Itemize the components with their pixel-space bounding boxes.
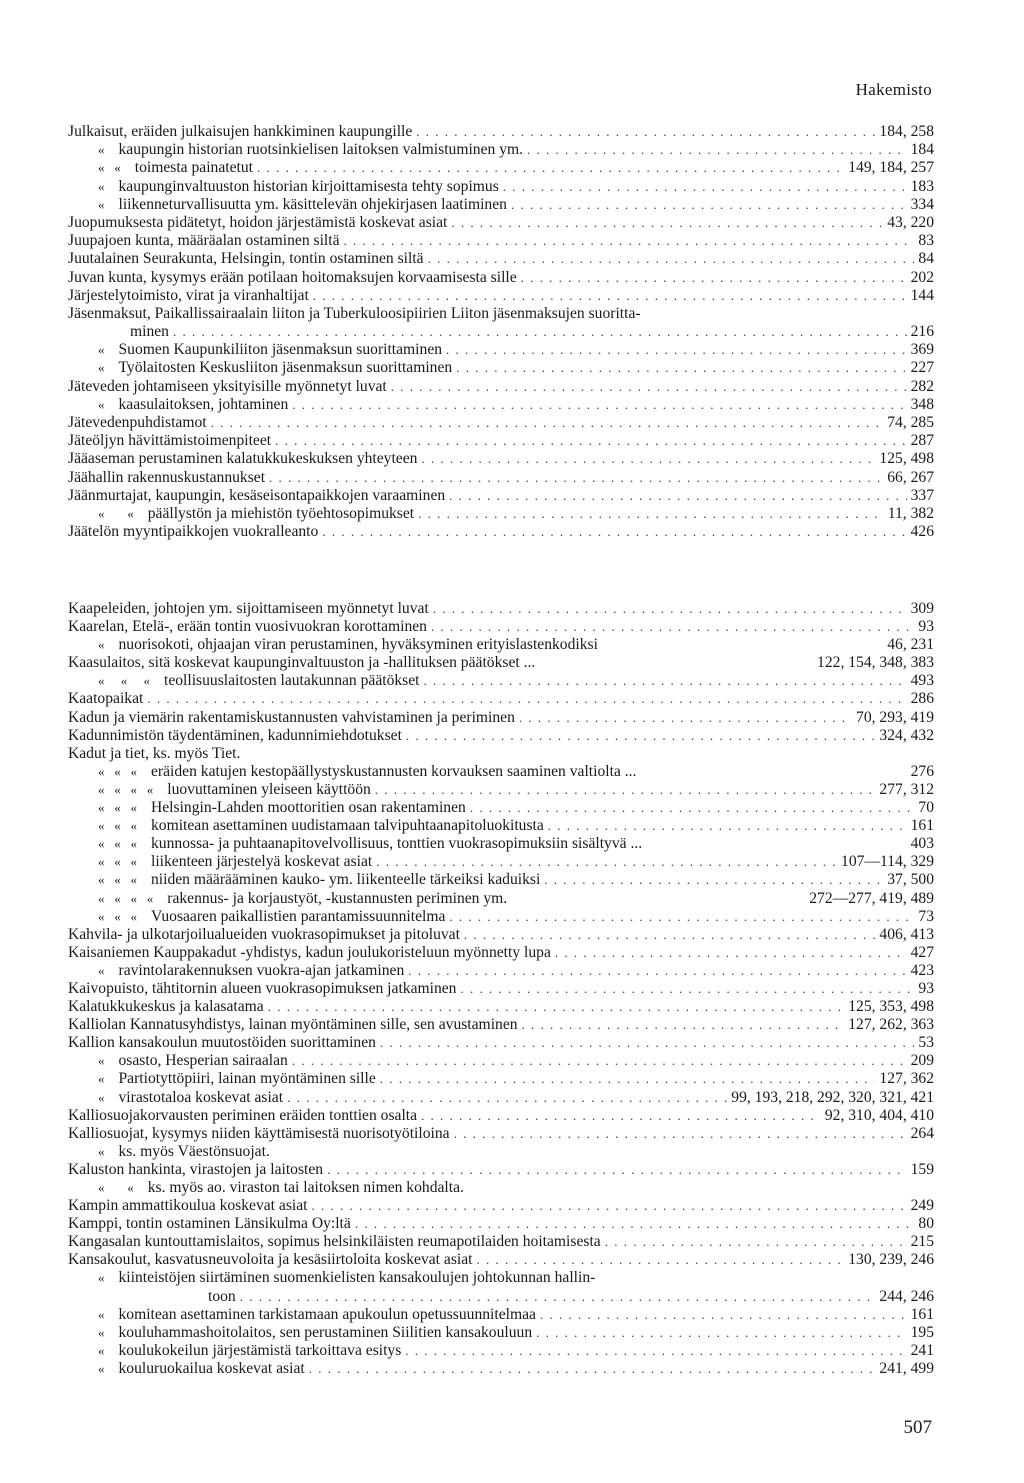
page-refs: 43, 220 [887,213,934,231]
leader-dots [309,1360,876,1378]
entry-text: Jäätelön myyntipaikkojen vuokralleanto [68,523,319,541]
entry-text: kouluhammashoitolaitos, sen perustaminen Siilitien kansakouluun [118,1323,533,1341]
leader-dots [449,908,914,926]
entry-text: eräiden katujen kestopäällystyskustannusten korvauksen saaminen valtiolta ... [151,762,637,780]
ditto-mark: « « « [98,673,150,689]
page-refs: 406, 413 [879,925,934,943]
leader-dots [275,432,907,450]
ditto-mark: « « « [98,908,137,924]
index-entry [68,672,934,690]
entry-text: Kampin ammattikoulua koskevat asiat [68,1197,308,1215]
index-entry [68,1125,934,1143]
page-refs: 195 [910,1323,934,1341]
leader-dots [375,781,876,799]
page-refs: 241 [910,1341,934,1359]
entry-text: ks. myös Väestönsuojat. [118,1142,270,1160]
index-section-k [68,600,934,1378]
index-entry [68,980,934,998]
entry-text: Kaasulaitos, sitä koskevat kaupunginvaltuuston ja -hallituksen päätökset ... [68,654,536,672]
leader-dots [322,523,906,541]
index-entry [68,1161,934,1179]
leader-dots [421,1107,821,1125]
index-entry [68,944,934,962]
page-refs: 11, 382 [887,504,934,522]
index-entry [68,178,934,196]
entry-text: Helsingin-Lahden moottoritien osan rakentaminen [151,799,466,817]
leader-dots [344,232,915,250]
ditto-mark: « [98,1360,105,1376]
page-refs: 93 [918,979,934,997]
entry-text: Kallion kansakoulun muutostöiden suorittaminen [68,1034,376,1052]
leader-dots [391,378,907,396]
index-entry [68,214,934,232]
leader-dots [521,269,907,287]
entry-text: Kalliosuojakorvausten periminen eräiden tonttien osalta [68,1106,418,1124]
ditto-mark: « [98,196,105,212]
entry-text: Jäteveden johtamiseen yksityisille myönnetyt luvat [68,377,387,395]
page-refs: 122, 154, 348, 383 [817,654,934,672]
index-entry [68,1070,934,1088]
leader-dots [257,159,844,177]
index-entry [68,414,934,432]
entry-text: Suomen Kaupunkiliiton jäsenmaksun suorittaminen [118,341,443,359]
leader-dots [605,1233,907,1251]
ditto-mark: « [98,396,105,412]
entry-text: päällystön ja miehistön työehtosopimukset [147,504,415,522]
entry-text: liikenteen järjestelyä koskevat asiat [151,853,373,871]
index-entry [68,1251,934,1269]
page-refs: 272—277, 419, 489 [809,889,934,907]
entry-text: Kaarelan, Etelä-, erään tontin vuosivuokran korottaminen [68,618,427,636]
leader-dots [454,1125,907,1143]
entry-text: Kaatopaikat [68,690,144,708]
index-entry [68,1016,934,1034]
index-entry [68,654,934,672]
index-entry [68,835,934,853]
entry-text: ks. myös ao. viraston tai laitoksen nimen kohdalta. [147,1179,464,1196]
leader-dots [421,450,875,468]
page-number: 507 [903,1417,932,1438]
entry-text: koulukokeilun järjestämistä tarkoittava esitys [118,1341,402,1359]
index-entry [68,600,934,618]
index-entry [68,1233,934,1251]
index-entry [68,341,934,359]
index-entry [68,250,934,268]
entry-text: luovuttaminen yleiseen käyttöön [167,780,371,798]
ditto-mark: « [98,1324,105,1340]
page-refs: 161 [910,817,934,835]
index-entry [68,123,934,141]
ditto-mark: « [98,1089,105,1105]
ditto-mark: « « [98,1180,134,1195]
page-refs: 74, 285 [887,414,934,431]
index-entry [68,1052,934,1070]
index-entry [68,1342,934,1360]
leader-dots [511,196,907,214]
index-entry [68,618,934,636]
page-refs: 70, 293, 419 [856,708,934,726]
page-refs: 249 [910,1197,934,1215]
page-refs: 127, 262, 363 [848,1016,934,1034]
index-entry [68,745,934,763]
index-entry [68,1179,934,1197]
page-refs: 202 [910,268,934,286]
index-entry [68,781,934,799]
leader-dots [451,214,883,232]
page-refs: 83 [918,232,934,250]
leader-dots [536,1324,906,1342]
entry-text: niiden määrääminen kauko- ym. liikenteelle tärkeiksi kaduiksi [151,871,541,889]
entry-text: toon [208,1287,236,1305]
index-entry [68,1215,934,1233]
page-refs: 209 [910,1052,934,1070]
page-refs: 309 [910,600,934,617]
leader-dots [464,926,876,944]
index-entry [68,1360,934,1378]
index-entry [68,890,934,908]
ditto-mark: « « « [98,854,137,870]
index-entry [68,232,934,250]
entry-text: minen [130,323,169,341]
index-entry [68,871,934,889]
page-refs: 184 [910,141,934,159]
leader-dots [147,690,906,708]
index-entry [68,141,934,159]
index-entry [68,196,934,214]
page-refs: 125, 353, 498 [848,998,934,1016]
ditto-mark: « [98,1053,105,1069]
ditto-mark: « [98,342,105,358]
leader-dots [431,618,914,636]
leader-dots [428,250,915,268]
leader-dots [456,359,906,377]
entry-text: nuorisokoti, ohjaajan viran perustaminen, hyväksyminen erityislastenkodiksi [118,636,598,654]
entry-text: Juvan kunta, kysymys erään potilaan hoitomaksujen korvaamisesta sille [68,268,517,286]
index-entry [68,323,934,341]
ditto-mark: « « « [98,800,137,816]
entry-text: Kaisaniemen Kauppakadut -yhdistys, kadun joulukoristeluun myönnetty lupa [68,943,551,961]
page-refs: 264 [910,1124,934,1142]
entry-text: Kadut ja tiet, ks. myös Tiet. [68,744,241,762]
index-entry [68,523,934,541]
leader-dots [287,1089,727,1107]
leader-dots [418,505,884,523]
page-refs: 84 [918,250,934,268]
page-refs: 348 [910,395,934,413]
index-entry [68,799,934,817]
ditto-mark: « « « [98,763,137,779]
index-entry [68,763,934,781]
ditto-mark: « [98,962,105,978]
entry-text: Kalatukkukeskus ja kalasatama [68,998,264,1016]
entry-text: Kahvila- ja ulkotarjoilualueiden vuokrasopimukset ja pitoluvat [68,925,460,943]
ditto-mark: « « « « [98,890,154,906]
page-refs: 125, 498 [879,450,934,468]
index-entry [68,727,934,745]
leader-dots [376,853,837,871]
index-entry [68,926,934,944]
leader-dots [408,962,906,980]
page-refs: 46, 231 [887,636,934,654]
index-entry [68,1324,934,1342]
page-refs: 107—114, 329 [841,853,934,871]
index-entry [68,1288,934,1306]
ditto-mark: « [98,1306,105,1322]
leader-dots [555,944,907,962]
page-refs: 183 [910,177,934,195]
entry-text: Kaluston hankinta, virastojen ja laitosten [68,1160,324,1178]
index-entry [68,269,934,287]
ditto-mark: « [98,142,105,158]
leader-dots [292,396,906,414]
index-entry [68,487,934,505]
entry-text: Kalliosuojat, kysymys niiden käyttämisestä nuorisotyötiloina [68,1124,450,1142]
entry-text: liikenneturvallisuutta ym. käsittelevän ohjekirjasen laatiminen [118,195,507,213]
index-entry [68,636,934,654]
page-refs: 127, 362 [879,1070,934,1088]
index-entry [68,1306,934,1324]
index-entry [68,305,934,323]
leader-dots [446,341,907,359]
page-refs: 66, 267 [887,468,934,486]
leader-dots [173,323,907,341]
entry-text: Kangasalan kuntouttamislaitos, sopimus helsinkiläisten reumapotilaiden hoitamisesta [68,1233,601,1251]
leader-dots [548,817,907,835]
leader-dots [476,1251,844,1269]
page-refs: 144 [910,286,934,304]
index-entry [68,709,934,727]
leader-dots [433,600,907,618]
index-entry [68,962,934,980]
entry-text: Kadun ja viemärin rakentamiskustannusten vahvistaminen ja periminen [68,708,515,726]
entry-text: ravintolarakennuksen vuokra-ajan jatkaminen [118,961,405,979]
leader-dots [503,178,907,196]
index-entry [68,159,934,177]
page-refs: 287 [910,432,934,450]
page-refs: 37, 500 [887,871,934,889]
index-entry [68,287,934,305]
leader-dots [460,980,914,998]
running-header: Hakemisto [855,80,932,99]
index-entry [68,1089,934,1107]
entry-text: Kansakoulut, kasvatusneuvoloita ja kesäsiirtoloita koskevat asiat [68,1251,473,1269]
page-refs: 92, 310, 404, 410 [824,1106,934,1124]
leader-dots [449,487,906,505]
index-entry [68,853,934,871]
leader-dots [519,709,852,727]
entry-text: Kalliolan Kannatusyhdistys, lainan myöntäminen sille, sen avustaminen [68,1016,518,1034]
entry-text: kaupunginvaltuuston historian kirjoittamisesta tehty sopimus [118,177,499,195]
leader-dots [416,123,875,141]
page-refs: 276 [910,762,934,780]
index-entry [68,450,934,468]
page-refs: 73 [918,907,934,925]
index-entry [68,505,934,523]
entry-text: Juutalainen Seurakunta, Helsingin, tontin ostaminen siltä [68,250,424,268]
page-refs: 423 [910,961,934,979]
ditto-mark: « « « [98,818,137,834]
leader-dots [527,141,907,159]
leader-dots [380,1034,914,1052]
page-refs: 130, 239, 246 [848,1251,934,1269]
ditto-mark: « [98,1143,105,1159]
entry-text: Kaapeleiden, johtojen ym. sijoittamiseen myönnetyt luvat [68,600,429,617]
page-refs: 369 [910,341,934,359]
entry-text: teollisuuslaitosten lautakunnan päätökset [164,672,420,690]
index-entry [68,359,934,377]
leader-dots [240,1288,876,1306]
leader-dots [540,1306,907,1324]
entry-text: Jäänmurtajat, kaupungin, kesäseisontapaikkojen varaaminen [68,486,446,504]
leader-dots [405,1342,906,1360]
entry-text: Juupajoen kunta, määräalan ostaminen siltä [68,232,340,250]
page-refs: 70 [918,799,934,817]
page-refs: 337 [910,486,934,504]
page-refs: 241, 499 [879,1359,934,1377]
entry-text: osasto, Hesperian sairaalan [118,1052,288,1070]
page-refs: 403 [910,835,934,853]
leader-dots [313,287,907,305]
page-refs: 216 [910,323,934,341]
leader-dots [292,1052,907,1070]
ditto-mark: « « « [98,836,137,852]
entry-text: Työlaitosten Keskusliiton jäsenmaksun suorittaminen [118,359,453,377]
ditto-mark: « « [98,505,134,521]
page-refs: 99, 193, 218, 292, 320, 321, 421 [731,1088,934,1106]
index-entry [68,1107,934,1125]
index-entry [68,998,934,1016]
entry-text: kouluruokailua koskevat asiat [118,1359,305,1377]
leader-dots [406,727,876,745]
ditto-mark: « [98,178,105,194]
index-entry [68,396,934,414]
entry-text: kaupungin historian ruotsinkielisen laitoksen valmistuminen ym. [118,141,524,159]
entry-text: Kamppi, tontin ostaminen Länsikulma Oy:ltä [68,1215,351,1233]
leader-dots [268,998,845,1016]
entry-text: Partiotyttöpiiri, lainan myöntäminen sille [118,1070,376,1088]
index-entry [68,432,934,450]
entry-text: virastotaloa koskevat asiat [118,1088,284,1106]
index-entry [68,908,934,926]
index-entry [68,1143,934,1161]
ditto-mark: « « « « [98,781,154,797]
entry-text: kaasulaitoksen, johtaminen [118,395,289,413]
index-entry [68,817,934,835]
index-section-j [68,123,934,541]
entry-text: Kadunnimistön täydentäminen, kadunnimiehdotukset [68,726,402,744]
page-refs: 80 [918,1215,934,1233]
page-refs: 53 [918,1034,934,1052]
entry-text: rakennus- ja korjaustyöt, -kustannusten periminen ym. [167,889,508,907]
index-entry [68,1269,934,1287]
entry-text: kunnossa- ja puhtaanapitovelvollisuus, tonttien vuokrasopimuksiin sisältyvä ... [151,835,643,853]
ditto-mark: « [98,1071,105,1087]
entry-text: Juopumuksesta pidätetyt, hoidon järjestämistä koskevat asiat [68,213,448,231]
entry-text: Julkaisut, eräiden julkaisujen hankkiminen kaupungille [68,123,413,140]
leader-dots [380,1070,876,1088]
leader-dots [470,799,915,817]
page-refs: 324, 432 [879,726,934,744]
page-refs: 93 [918,618,934,636]
leader-dots [355,1215,915,1233]
entry-text: komitean asettaminen tarkistamaan apukoulun opetussuunnitelmaa [118,1305,536,1323]
page-refs: 184, 258 [879,123,934,140]
page-refs: 244, 246 [879,1287,934,1305]
entry-text: Vuosaaren paikallistien parantamissuunnitelma [151,907,446,925]
page-refs: 493 [910,672,934,690]
page-refs: 334 [910,195,934,213]
ditto-mark: « [98,1342,105,1358]
ditto-mark: « [98,637,105,653]
leader-dots [544,871,883,889]
page-refs: 149, 184, 257 [848,159,934,177]
leader-dots [211,414,884,432]
page-refs: 227 [910,359,934,377]
page-refs: 161 [910,1305,934,1323]
entry-text: toimesta painatetut [134,159,253,177]
index-entry [68,690,934,708]
ditto-mark: « « [98,160,121,176]
page-refs: 159 [910,1160,934,1178]
entry-text: Jäsenmaksut, Paikallissairaalain liiton ja Tuberkuloosipiirien Liiton jäsenmaksujen suoritta- [68,304,641,322]
entry-text: Kaivopuisto, tähtitornin alueen vuokrasopimuksen jatkaminen [68,979,457,997]
index-entry [68,1034,934,1052]
entry-text: Jätevedenpuhdistamot [68,414,207,431]
page-refs: 286 [910,690,934,708]
page-refs: 282 [910,377,934,395]
entry-text: Jäteöljyn hävittämistoimenpiteet [68,432,272,450]
leader-dots [522,1016,845,1034]
entry-text: Järjestelytoimisto, virat ja viranhaltijat [68,286,309,304]
ditto-mark: « [98,360,105,376]
entry-text: Jääaseman perustaminen kalatukkukeskuksen yhteyteen [68,450,418,468]
page-refs: 426 [910,523,934,541]
index-entry [68,1197,934,1215]
leader-dots [269,469,883,487]
entry-text: Jäähallin rakennuskustannukset [68,468,266,486]
leader-dots [424,672,907,690]
page-refs: 427 [910,943,934,961]
page-refs: 215 [910,1233,934,1251]
leader-dots [311,1197,906,1215]
page-refs: 277, 312 [879,780,934,798]
entry-text: kiinteistöjen siirtäminen suomenkielisten kansakoulujen johtokunnan hallin- [118,1269,596,1287]
ditto-mark: « « « [98,872,137,888]
leader-dots [327,1161,907,1179]
index-entry [68,469,934,487]
index-entry [68,378,934,396]
ditto-mark: « [98,1270,105,1286]
entry-text: komitean asettaminen uudistamaan talvipuhtaanapitoluokitusta [151,817,544,835]
